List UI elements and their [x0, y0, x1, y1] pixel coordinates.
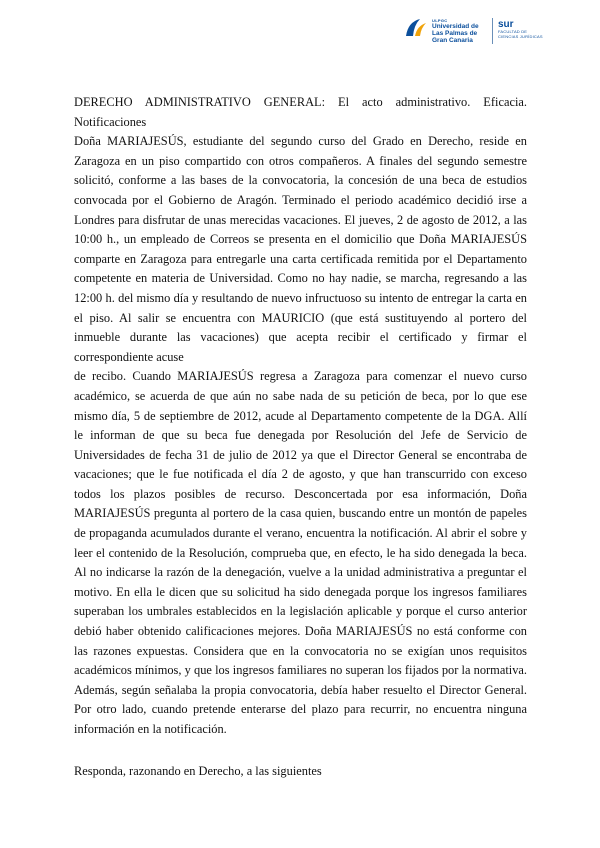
document-body — [74, 93, 527, 740]
sur-logo — [498, 20, 543, 39]
sur-word: sur — [498, 19, 514, 30]
ulpgc-emblem-icon — [404, 16, 430, 38]
logo-divider — [492, 18, 493, 44]
document-title: DERECHO ADMINISTRATIVO GENERAL: El acto administrativo. Eficacia. Notificaciones — [74, 95, 527, 129]
sur-subtitle-line2: CIENCIAS JURÍDICAS — [498, 33, 543, 39]
ulpgc-name-line3: Gran Canaria — [432, 37, 473, 44]
ulpgc-acronym: ULPGC — [432, 18, 448, 23]
case-paragraph-1: Doña MARIAJESÚS, estudiante del segundo curso del Grado en Derecho, reside en Zaragoza en un piso compartido con otros compañeros. A finales del segundo semestre solicitó, conforme a las bases de la convocatoria, la concesión de una beca de estudios convocada por el Gobierno de Aragón. Terminado el periodo académico decidió irse a Londres para disfrutar de unas merecidas vacaciones. El jueves, 2 de agosto de 2012, a las 10:00 h., un empleado de Correos se presenta en el domicilio que Doña MARIAJESÚS comparte en Zaragoza para entregarle una carta certificada remitida por el Departamento competente en materia de Universidad. Como no hay nadie, se marcha, regresando a las 12:00 h. del mismo día y resultando de nuevo infructuoso su intento de entregar la carta en el piso. Al salir se encuentra con MAURICIO (que está sustituyendo al portero del inmueble durante las vacaciones) que acepta recibir el certificado y firmar el correspondiente acuse — [74, 134, 527, 364]
ulpgc-name-line2: Las Palmas de — [432, 30, 478, 37]
ulpgc-logo — [404, 16, 492, 50]
ulpgc-name-line1: Universidad de — [432, 23, 479, 30]
question-intro: Responda, razonando en Derecho, a las siguientes — [74, 764, 322, 778]
sur-subtitle-line1: FACULTAD DE — [498, 29, 528, 34]
case-paragraph-2: de recibo. Cuando MARIAJESÚS regresa a Zaragoza para comenzar el nuevo curso académico, se acuerda de que aún no sabe nada de su petición de beca, por lo que ese mismo día, 5 de septiembre de 2012, acude al Departamento competente de la DGA. Allí le informan de que su beca fue denegada por Resolución del Jefe de Servicio de Universidades de fecha 31 de julio de 2012 ya que el Director General se encontraba de vacaciones; que le fue notificada el día 2 de agosto, y que han transcurrido con exceso todos los plazos posibles de recurso. Desconcertada por esa información, Doña MARIAJESÚS pregunta al portero de la casa quien, buscando entre un montón de papeles de propaganda acumulados durante el verano, encuentra la notificación. Al abrir el sobre y leer el contenido de la Resolución, comprueba que, en efecto, le ha sido denegada la beca. Al no indicarse la razón de la denegación, vuelve a la unidad administrativa a preguntar el motivo. En ella le dicen que su solicitud ha sido denegada porque los ingresos familiares superaban los umbrales establecidos en la legislación aplicable y porque el curso anterior debió haber obtenido calificaciones mejores. Doña MARIAJESÚS no está conforme con las razones expuestas. Considera que en la convocatoria no se exigían unos requisitos académicos mínimos, y que los ingresos familiares no superan los fijados por la normativa. Además, según señalaba la propia convocatoria, debía haber resuelto el Director General. Por otro lado, cuando pretende enterarse del plazo para recurrir, no encuentra ninguna información en la notificación. — [74, 369, 527, 736]
